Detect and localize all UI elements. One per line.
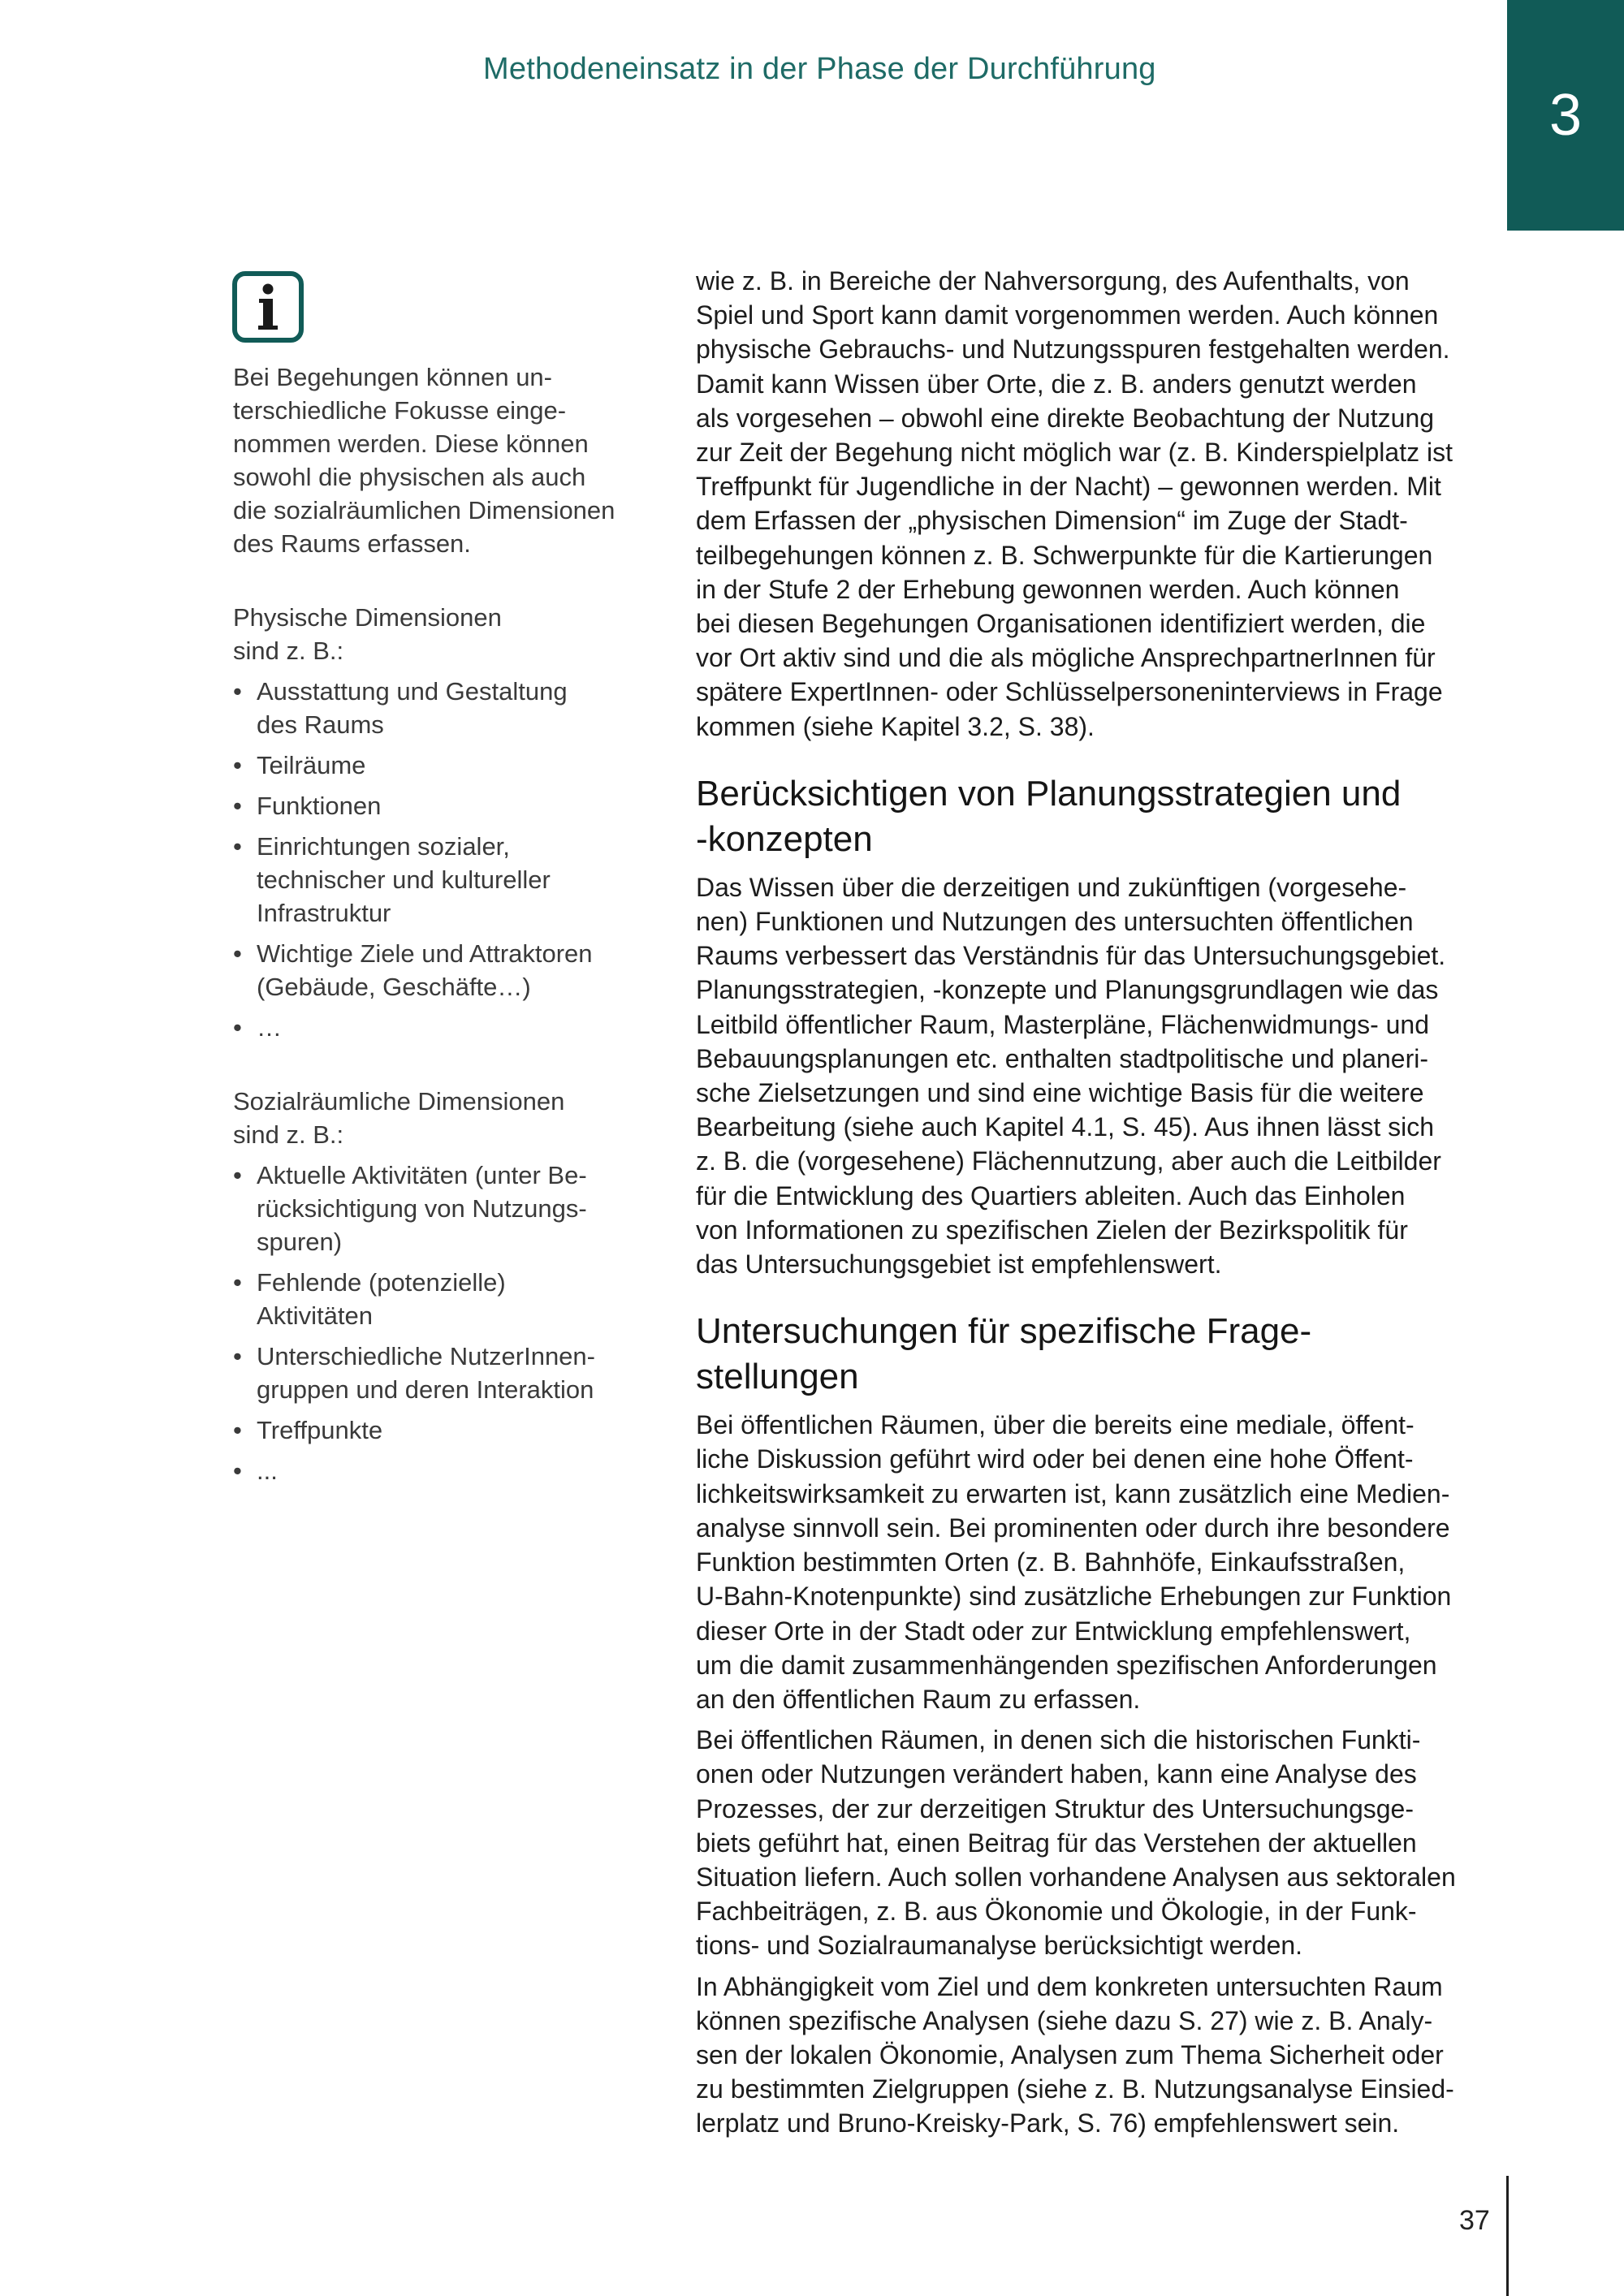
text-line: U-Bahn-Knotenpunkte) sind zusätzliche Erhebungen zur Funktion xyxy=(696,1582,1452,1612)
text-line: lerplatz und Bruno-Kreisky-Park, S. 76) empfehlenswert sein. xyxy=(696,2108,1400,2138)
heading-line: Sozialräumliche Dimensionen xyxy=(233,1087,565,1116)
text-line: das Untersuchungsgebiet ist empfehlenswert. xyxy=(696,1249,1222,1280)
physical-dimensions-heading xyxy=(233,601,655,667)
sidebar-intro-line: sowohl die physischen als auch xyxy=(233,463,586,491)
info-sidebar xyxy=(233,360,655,1487)
heading-line: -konzepten xyxy=(696,818,873,859)
section-heading-specific-questions xyxy=(696,1309,1510,1400)
list-item-line: des Raums xyxy=(257,710,384,739)
list-item xyxy=(233,1413,655,1447)
intro-paragraph xyxy=(696,264,1510,744)
text-line: z. B. die (vorgesehene) Flächennutzung, aber auch die Leitbilder xyxy=(696,1146,1441,1176)
text-line: Bearbeitung (siehe auch Kapitel 4.1, S. 45). Aus ihnen lässt sich xyxy=(696,1112,1434,1142)
text-line: tions- und Sozialraumanalyse berücksichtigt werden. xyxy=(696,1931,1303,1961)
text-line: Bei öffentlichen Räumen, über die bereits eine mediale, öffent- xyxy=(696,1410,1415,1440)
text-line: Bei öffentlichen Räumen, in denen sich die historischen Funkti- xyxy=(696,1725,1421,1755)
heading-line: stellungen xyxy=(696,1357,859,1397)
page-number: 37 xyxy=(1459,2205,1490,2236)
text-line: in der Stufe 2 der Erhebung gewonnen werden. Auch können xyxy=(696,574,1400,604)
text-line: physische Gebrauchs- und Nutzungsspuren festgehalten werden. xyxy=(696,334,1450,365)
social-dimensions-list xyxy=(233,1159,655,1487)
list-item-line: ... xyxy=(257,1457,278,1485)
sidebar-intro xyxy=(233,360,655,560)
heading-line: Physische Dimensionen xyxy=(233,603,502,632)
text-line: dem Erfassen der „physischen Dimension“ im Zuge der Stadt- xyxy=(696,506,1408,536)
sidebar-intro-line: Bei Begehungen können un- xyxy=(233,363,552,391)
text-line: Damit kann Wissen über Orte, die z. B. anders genutzt werden xyxy=(696,369,1417,399)
list-item xyxy=(233,830,655,930)
footer-divider xyxy=(1506,2176,1509,2296)
list-item xyxy=(233,789,655,822)
sidebar-intro-line: des Raums erfassen. xyxy=(233,529,471,558)
text-line: Leitbild öffentlicher Raum, Masterpläne, Flächenwidmungs- und xyxy=(696,1009,1429,1039)
list-item xyxy=(233,1454,655,1487)
section-heading-planning-strategies xyxy=(696,771,1510,862)
list-item-line: Aktivitäten xyxy=(257,1301,374,1330)
list-item-line: technischer und kultureller xyxy=(257,865,551,894)
list-item-line: Wichtige Ziele und Attraktoren xyxy=(257,939,593,968)
text-line: Fachbeiträgen, z. B. aus Ökonomie und Ökologie, in der Funk- xyxy=(696,1897,1417,1927)
list-item-line: spuren) xyxy=(257,1228,343,1256)
text-line: vor Ort aktiv sind und die als mögliche AnsprechpartnerInnen für xyxy=(696,643,1436,673)
text-line: wie z. B. in Bereiche der Nahversorgung, des Aufenthalts, von xyxy=(696,266,1410,296)
list-item xyxy=(233,1340,655,1406)
text-line: zu bestimmten Zielgruppen (siehe z. B. Nutzungsanalyse Einsied- xyxy=(696,2074,1454,2104)
info-icon xyxy=(232,271,304,343)
list-item-line: Funktionen xyxy=(257,792,382,820)
list-item-line: Aktuelle Aktivitäten (unter Be- xyxy=(257,1161,587,1189)
list-item-line: Ausstattung und Gestaltung xyxy=(257,677,568,706)
text-line: von Informationen zu spezifischen Zielen der Bezirkspolitik für xyxy=(696,1215,1408,1245)
text-line: teilbegehungen können z. B. Schwerpunkte für die Kartierungen xyxy=(696,540,1433,570)
text-line: um die damit zusammenhängenden spezifischen Anforderungen xyxy=(696,1650,1437,1680)
heading-line: Untersuchungen für spezifische Frage- xyxy=(696,1311,1312,1352)
text-line: kommen (siehe Kapitel 3.2, S. 38). xyxy=(696,711,1095,741)
paragraph xyxy=(696,1723,1510,1962)
list-item xyxy=(233,1266,655,1332)
text-line: Raums verbessert das Verständnis für das Untersuchungsgebiet. xyxy=(696,941,1446,971)
text-line: biets geführt hat, einen Beitrag für das Verstehen der aktuellen xyxy=(696,1828,1417,1858)
list-item-line: … xyxy=(257,1013,282,1042)
text-line: Prozesses, der zur derzeitigen Struktur des Untersuchungsge- xyxy=(696,1793,1414,1823)
text-line: als vorgesehen – obwohl eine direkte Beobachtung der Nutzung xyxy=(696,403,1435,433)
text-line: Situation liefern. Auch sollen vorhandene Analysen aus sektoralen xyxy=(696,1862,1456,1892)
chapter-tab xyxy=(1507,0,1624,231)
text-line: Treffpunkt für Jugendliche in der Nacht) – gewonnen werden. Mit xyxy=(696,472,1441,502)
text-line: Bebauungsplanungen etc. enthalten stadtpolitische und planeri- xyxy=(696,1043,1428,1073)
list-item xyxy=(233,1011,655,1044)
list-item-line: Unterschiedliche NutzerInnen- xyxy=(257,1342,595,1370)
paragraph xyxy=(696,1970,1510,2141)
list-item-line: (Gebäude, Geschäfte…) xyxy=(257,973,531,1001)
text-line: Spiel und Sport kann damit vorgenommen werden. Auch können xyxy=(696,300,1439,330)
list-item-line: Einrichtungen sozialer, xyxy=(257,832,510,861)
text-line: Das Wissen über die derzeitigen und zukünftigen (vorgesehe- xyxy=(696,872,1407,902)
list-item-line: Infrastruktur xyxy=(257,899,391,927)
list-item xyxy=(233,675,655,741)
running-header-title: Methodeneinsatz in der Phase der Durchführung xyxy=(483,52,1156,86)
physical-dimensions-list xyxy=(233,675,655,1044)
text-line: bei diesen Begehungen Organisationen identifiziert werden, die xyxy=(696,609,1426,639)
chapter-number: 3 xyxy=(1548,83,1583,148)
list-item-line: Treffpunkte xyxy=(257,1416,383,1444)
text-line: Planungsstrategien, -konzepte und Planungsgrundlagen wie das xyxy=(696,975,1439,1005)
list-item xyxy=(233,749,655,782)
text-line: sen der lokalen Ökonomie, Analysen zum Thema Sicherheit oder xyxy=(696,2039,1444,2069)
text-line: lichkeitswirksamkeit zu erwarten ist, kann zusätzlich eine Medien- xyxy=(696,1478,1450,1508)
list-item-line: rücksichtigung von Nutzungs- xyxy=(257,1194,587,1223)
social-dimensions-heading xyxy=(233,1085,655,1151)
text-line: onen oder Nutzungen verändert haben, kann eine Analyse des xyxy=(696,1759,1417,1789)
sidebar-intro-line: nommen werden. Diese können xyxy=(233,429,589,458)
heading-line: Berücksichtigen von Planungsstrategien und xyxy=(696,773,1402,814)
list-item-line: Fehlende (potenzielle) xyxy=(257,1268,506,1297)
paragraph xyxy=(696,870,1510,1281)
text-line: liche Diskussion geführt wird oder bei denen eine hohe Öffent- xyxy=(696,1444,1414,1474)
text-line: nen) Funktionen und Nutzungen des untersuchten öffentlichen xyxy=(696,907,1414,937)
paragraph xyxy=(696,1408,1510,1716)
text-line: Funktion bestimmten Orten (z. B. Bahnhöfe, Einkaufsstraßen, xyxy=(696,1547,1406,1577)
list-item xyxy=(233,1159,655,1258)
text-line: an den öffentlichen Raum zu erfassen. xyxy=(696,1684,1141,1714)
text-line: sche Zielsetzungen und sind eine wichtige Basis für die weitere xyxy=(696,1078,1424,1108)
sidebar-intro-line: terschiedliche Fokusse einge- xyxy=(233,396,567,425)
text-line: analyse sinnvoll sein. Bei prominenten oder durch ihre besondere xyxy=(696,1513,1450,1543)
text-line: spätere ExpertInnen- oder Schlüsselpersoneninterviews in Frage xyxy=(696,677,1443,707)
sidebar-intro-line: die sozialräumlichen Dimensionen xyxy=(233,496,615,524)
list-item-line: Teilräume xyxy=(257,751,366,779)
text-line: In Abhängigkeit vom Ziel und dem konkreten untersuchten Raum xyxy=(696,1971,1443,2001)
heading-line: sind z. B.: xyxy=(233,637,344,665)
text-line: für die Entwicklung des Quartiers ableiten. Auch das Einholen xyxy=(696,1180,1406,1211)
main-text-column xyxy=(696,264,1510,2141)
list-item xyxy=(233,937,655,1003)
text-line: können spezifische Analysen (siehe dazu S. 27) wie z. B. Analy- xyxy=(696,2005,1433,2035)
heading-line: sind z. B.: xyxy=(233,1120,344,1149)
text-line: dieser Orte in der Stadt oder zur Entwicklung empfehlenswert, xyxy=(696,1616,1411,1646)
text-line: zur Zeit der Begehung nicht möglich war (z. B. Kinderspielplatz ist xyxy=(696,438,1453,468)
list-item-line: gruppen und deren Interaktion xyxy=(257,1375,594,1404)
